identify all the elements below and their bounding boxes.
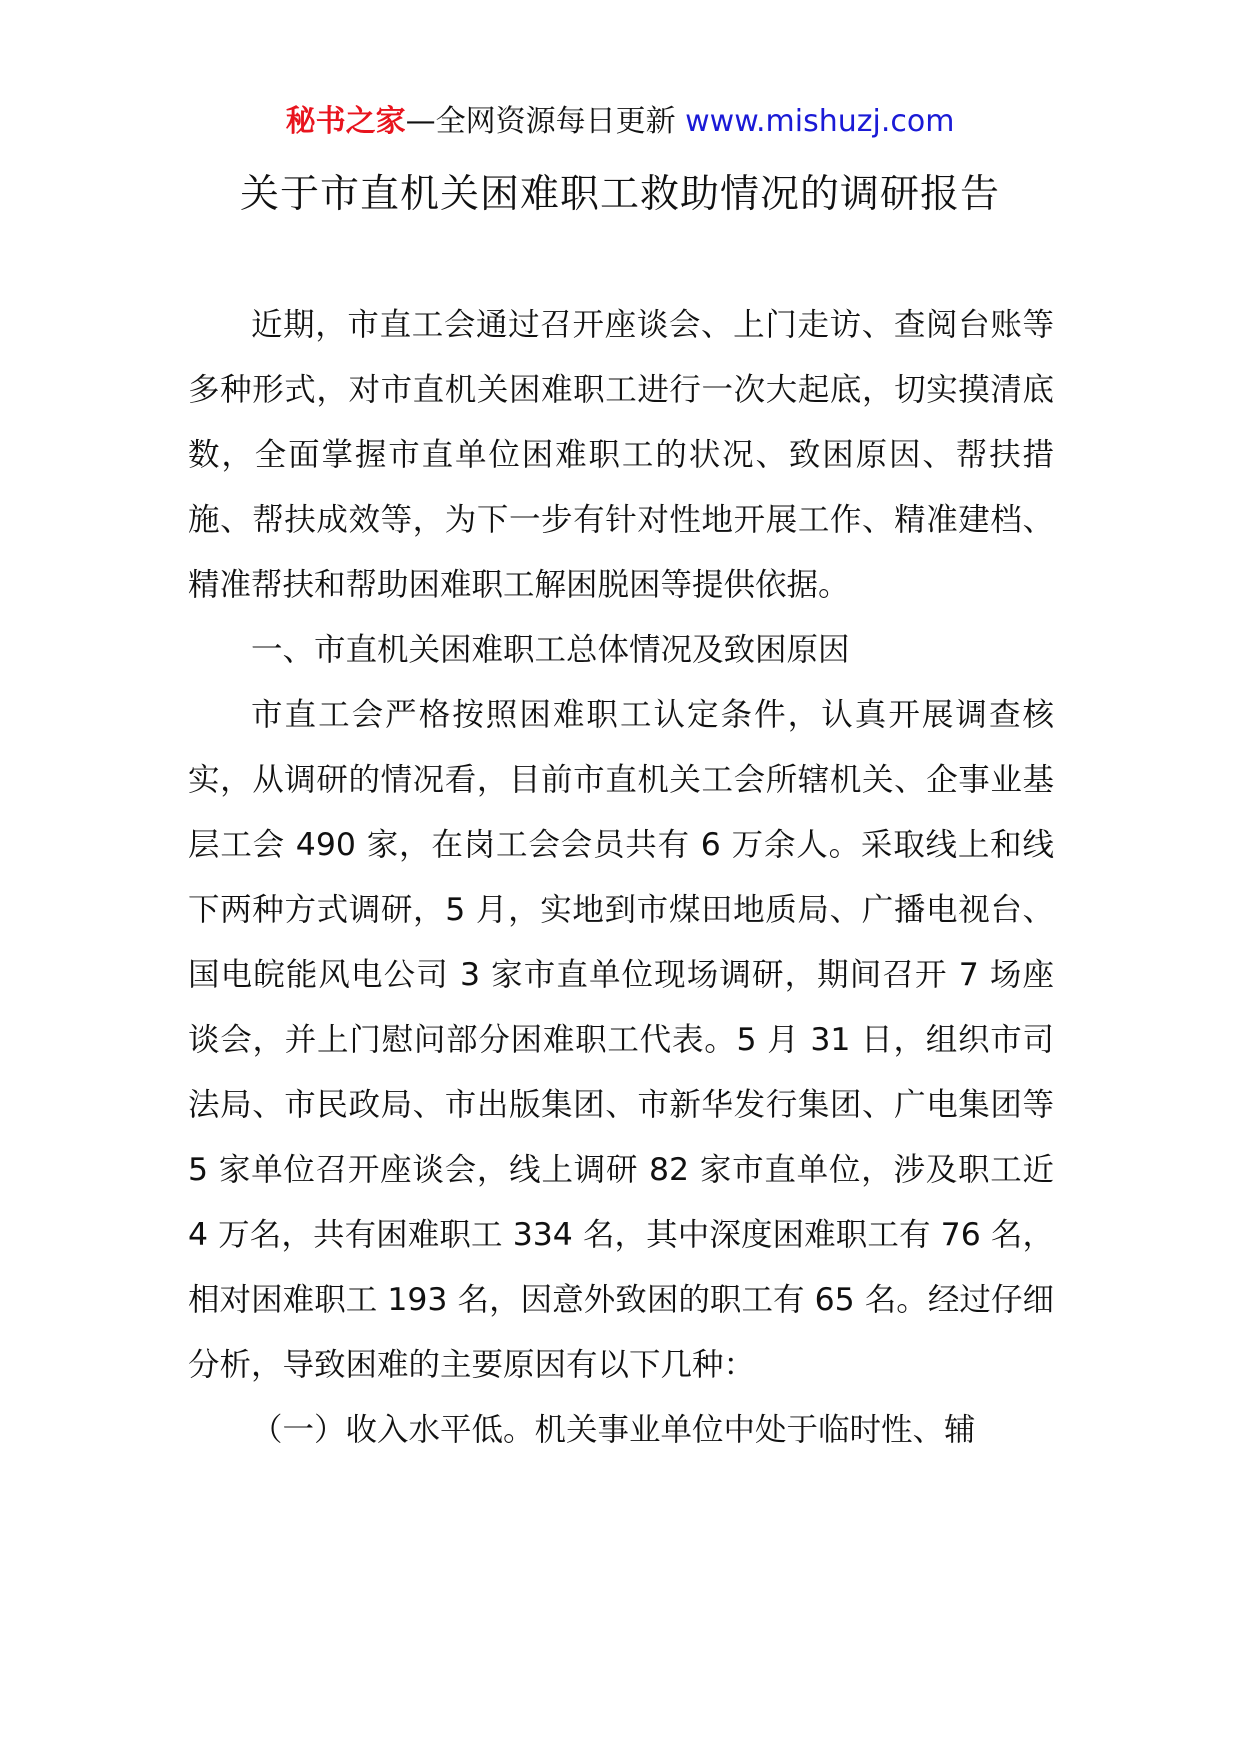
- site-header: [0, 100, 1240, 144]
- document-body: [188, 293, 1054, 1463]
- paragraph-intro: 近期，市直工会通过召开座谈会、上门走访、查阅台账等多种形式，对市直机关困难职工进行一次大起底，切实摸清底数，全面掌握市直单位困难职工的状况、致困原因、帮扶措施、帮扶成效等，为下一步有针对性地开展工作、精准建档、精准帮扶和帮助困难职工解困脱困等提供依据。: [188, 307, 1054, 603]
- section-heading-1: 一、市直机关困难职工总体情况及致困原因: [251, 632, 850, 668]
- document-title: 关于市直机关困难职工救助情况的调研报告: [239, 172, 1000, 217]
- paragraph-subsection-1: （一）收入水平低。机关事业单位中处于临时性、辅: [251, 1412, 976, 1448]
- paragraph-overview: 市直工会严格按照困难职工认定条件，认真开展调查核实，从调研的情况看，目前市直机关工会所辖机关、企事业基层工会 490 家，在岗工会会员共有 6 万余人。采取线上和线下两种方式调研，5 月，实地到市煤田地质局、广播电视台、国电皖能风电公司 3 家市直单位现场调研，期间召开 7 场座谈会，并上门慰问部分困难职工代表。5 月 31 日，组织市司法局、市民政局、市出版集团、市新华发行集团、广电集团等 5 家单位召开座谈会，线上调研 82 家市直单位，涉及职工近 4 万名，共有困难职工 334 名，其中深度困难职工有 76 名，相对困难职工 193 名，因意外致困的职工有 65 名。经过仔细分析，导致困难的主要原因有以下几种：: [188, 697, 1054, 1383]
- site-tagline: —全网资源每日更新: [405, 104, 676, 139]
- site-brand: 秘书之家: [285, 104, 406, 139]
- site-url-link[interactable]: www.mishuzj.com: [685, 104, 955, 139]
